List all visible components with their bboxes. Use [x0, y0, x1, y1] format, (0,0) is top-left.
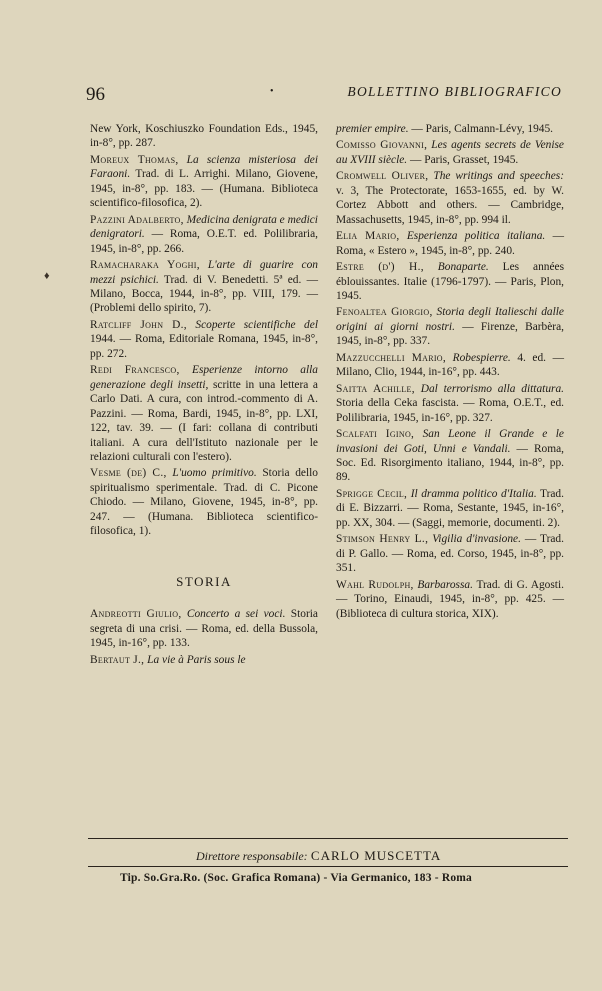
- entry-title: Barbarossa.: [417, 578, 473, 591]
- entry-text: 1944. — Roma, Editoriale Romana, 1945, in-8°, pp. 272.: [90, 333, 318, 360]
- header-separator: •: [270, 86, 274, 97]
- entry-title: La vie à Paris sous le: [147, 653, 246, 666]
- entry-text: v. 3, The Protectorate, 1653-1655, ed. by W. Cortez Abbott and others. — Cambridge, Massachusetts, 1945, in-8°, pp. 994 il.: [336, 184, 564, 226]
- entry-author: Fenoaltea Giorgio,: [336, 306, 433, 319]
- entry-title: Les agents secrets de Venise au XVIII siècle.: [336, 139, 564, 166]
- entry-title: Esperienze intorno alla generazione degli insetti,: [90, 364, 318, 391]
- printer-imprint: Tip. So.Gra.Ro. (Soc. Grafica Romana) - Via Germanico, 183 - Roma: [120, 872, 473, 884]
- bibliography-entry: [336, 260, 564, 303]
- left-entries-history: [90, 607, 318, 667]
- bibliography-entry: [90, 363, 318, 464]
- margin-mark-icon: ♦: [44, 270, 50, 282]
- bibliography-entry: [336, 532, 564, 575]
- entry-text: — Roma, « Estero », 1945, in-8°, pp. 240.: [336, 230, 564, 257]
- entry-author: Moreux Thomas,: [90, 153, 179, 166]
- entry-title: Dal terrorismo alla dittatura.: [420, 382, 564, 395]
- section-title: STORIA: [176, 573, 232, 589]
- entry-author: Bertaut J.,: [90, 653, 145, 666]
- entry-text: scritte in una lettera a Carlo Dati. A cura, con introd.-commento di A. Pazzini. — Roma, Bardi, 1945, in-8°, pp. LXI, 122, tav. 39. — (I fari: collana di contributi italiani. A cura dell'Istituto nazionale per le relazioni culturali con l'estero).: [90, 378, 318, 463]
- entry-author: Stimson Henry L.,: [336, 533, 429, 546]
- entry-author: Vesme (de) C.,: [90, 467, 167, 480]
- bibliography-entry: [90, 153, 318, 211]
- entry-author: Andreotti Giulio,: [90, 608, 182, 621]
- entry-title: Bonaparte.: [437, 261, 489, 274]
- entry-author: Ramacharaka Yoghi,: [90, 259, 200, 272]
- bibliography-entry: [90, 318, 318, 361]
- entry-text: Trad. di L. Arrighi. Milano, Giovene, 1945, in-8°, pp. 183. — (Humana. Biblioteca scientifico-filosofica, 2).: [90, 168, 318, 210]
- left-column: [90, 122, 318, 669]
- entry-title: L'uomo primitivo.: [172, 467, 257, 480]
- entry-title: Medicina denigrata e medici denigratori.: [90, 213, 318, 241]
- entry-title: Vigilia d'invasione.: [432, 533, 521, 546]
- entry-title: Esperienza politica italiana.: [406, 230, 546, 243]
- bibliography-entry: [90, 653, 318, 667]
- entry-title: Il dramma politico d'Italia.: [410, 487, 537, 500]
- entry-author: Ratcliff John D.,: [90, 318, 187, 331]
- entry-title: The writings and speeches:: [433, 170, 564, 183]
- director-line: [196, 848, 441, 864]
- entry-text: New York, Koschiuszko Foundation Eds., 1945, in-8°, pp. 287.: [90, 123, 318, 150]
- entry-text: — Roma, Soc. Ed. Risorgimento italiano, 1944, in-8°, pp. 89.: [336, 442, 564, 484]
- entry-title: La scienza misteriosa dei Faraoni.: [90, 153, 318, 181]
- entry-title: premier empire.: [336, 123, 409, 135]
- entry-author: Mazzucchelli Mario,: [336, 351, 447, 364]
- entry-text: Les années éblouissantes. Italie (1796-1797). — Paris, Plon, 1945.: [336, 261, 565, 302]
- entry-author: Sprigge Cecil,: [336, 487, 408, 500]
- entry-text: Storia segreta di una crisi. — Roma, ed. della Bussola, 1945, in-16°, pp. 133.: [90, 608, 318, 650]
- right-column: [336, 122, 564, 623]
- entry-author: Pazzini Adalberto,: [90, 213, 184, 226]
- entry-text: — Paris, Calmann-Lévy, 1945.: [411, 123, 554, 135]
- entry-text: — Roma, O.E.T. ed. Polilibraria, 1945, in-8°, pp. 266.: [90, 228, 318, 255]
- entry-title: Scoperte scientifiche del: [195, 318, 318, 331]
- bibliography-entry: [336, 382, 564, 425]
- entry-title: San Leone il Grande e le invasioni dei Goti, Unni e Vandali.: [336, 428, 564, 455]
- footer-rule-top: [88, 838, 568, 839]
- right-entries: [336, 122, 564, 621]
- bibliography-entry: [336, 427, 564, 485]
- entry-author: Estre (d') H.,: [336, 261, 424, 274]
- entry-text: 4. ed. — Milano, Clio, 1944, in-16°, pp. 443.: [336, 351, 564, 379]
- entry-text: Storia della Ceka fascista. — Roma, O.E.T., ed. Polilibraria, 1945, in-16°, pp. 327.: [336, 397, 564, 424]
- entry-text: — Firenze, Barbèra, 1945, in-8°, pp. 337.: [336, 320, 565, 348]
- entry-text: Trad. di V. Benedetti. 5ª ed. — Milano, Bocca, 1944, in-8°, pp. VIII, 179. — (Problemi dello spirito, 7).: [90, 273, 318, 315]
- bibliography-entry: [90, 607, 318, 650]
- entry-title: Robespierre.: [452, 351, 511, 364]
- entry-author: Elia Mario,: [336, 230, 400, 243]
- bibliography-entry: [90, 213, 318, 256]
- bibliography-entry: [336, 305, 564, 348]
- bibliography-entry: [90, 466, 318, 538]
- bibliography-entry: [336, 487, 564, 530]
- entry-text: Trad. di E. Bizzarri. — Roma, Sestante, 1945, in-16°, pp. XX, 304. — (Saggi, memorie, documenti. 2).: [336, 487, 564, 529]
- entry-author: Wahl Rudolph,: [336, 578, 414, 591]
- bibliography-entry: [336, 578, 564, 621]
- page-number: 96: [86, 84, 105, 105]
- bibliography-entry: [336, 122, 564, 136]
- entry-text: Trad. di G. Agosti. — Torino, Einaudi, 1945, in-8°, pp. 425. — (Biblioteca di cultura storica, XIX).: [336, 578, 564, 620]
- running-head: BOLLETTINO BIBLIOGRAFICO: [347, 84, 562, 99]
- footer-rule-bottom: [88, 866, 568, 867]
- entry-title: L'arte di guarire con mezzi psichici.: [90, 259, 318, 286]
- entry-author: Comisso Giovanni,: [336, 139, 428, 152]
- bibliography-entry: [336, 169, 564, 227]
- bibliography-entry: [90, 258, 318, 316]
- entry-text: — Trad. di P. Gallo. — Roma, ed. Corso, 1945, in-8°, pp. 351.: [336, 533, 564, 575]
- entry-text: Storia dello spiritualismo sperimentale. Trad. di C. Picone Chiodo. — Milano, Giovene, 1945, in-8°, pp. 247. — (Humana. Biblioteca scientifico-filosofica, 1).: [90, 467, 318, 538]
- bibliography-entry: [336, 229, 564, 258]
- left-entries: [90, 122, 318, 539]
- director-name: CARLO MUSCETTA: [310, 848, 442, 863]
- bibliography-entry: [336, 138, 564, 167]
- entry-title: Concerto a sei voci.: [186, 608, 286, 621]
- entry-author: Redi Francesco,: [90, 364, 180, 377]
- bibliography-entry: [90, 122, 318, 151]
- entry-author: Scalfati Igino,: [336, 428, 415, 441]
- director-label: Direttore responsabile:: [196, 849, 308, 863]
- entry-author: Cromwell Oliver,: [336, 170, 429, 183]
- bibliography-entry: [336, 351, 564, 380]
- entry-title: Storia degli Italieschi dalle origini ai giorni nostri.: [336, 306, 564, 333]
- entry-author: Saitta Achille,: [336, 382, 415, 395]
- entry-text: — Paris, Grasset, 1945.: [410, 153, 519, 166]
